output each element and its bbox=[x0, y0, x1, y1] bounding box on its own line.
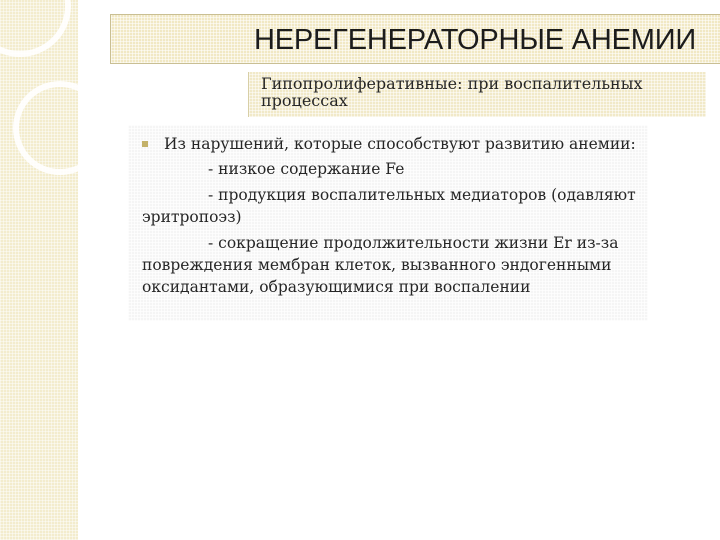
content-box bbox=[128, 125, 648, 321]
sub-item-lifespan: - сокращение продолжительности жизни Er из-за повреждения мембран клеток, вызванного эндогенными оксидантами, образующимися при воспалении bbox=[142, 234, 619, 296]
decorative-side-band bbox=[0, 0, 78, 540]
sub-item-iron: - низкое содержание Fe bbox=[208, 160, 405, 178]
subtitle: Гипопролиферативные: при воспалительных процессах bbox=[261, 74, 643, 110]
sub-item-mediators: - продукция воспалительных медиаторов (одавляют эритропоэз) bbox=[142, 186, 636, 226]
square-bullet-icon bbox=[142, 141, 148, 147]
decorative-arc-bottom bbox=[16, 84, 78, 172]
decorative-arcs bbox=[0, 0, 78, 540]
bullet-item bbox=[142, 133, 638, 155]
title-bar bbox=[110, 14, 720, 64]
bullet-text: Из нарушений, которые способствуют развитию анемии: bbox=[164, 135, 636, 153]
page-title: НЕРЕГЕНЕРАТОРНЫЕ АНЕМИИ bbox=[254, 24, 696, 56]
subtitle-box bbox=[248, 72, 706, 117]
decorative-arc-top bbox=[0, 0, 68, 54]
